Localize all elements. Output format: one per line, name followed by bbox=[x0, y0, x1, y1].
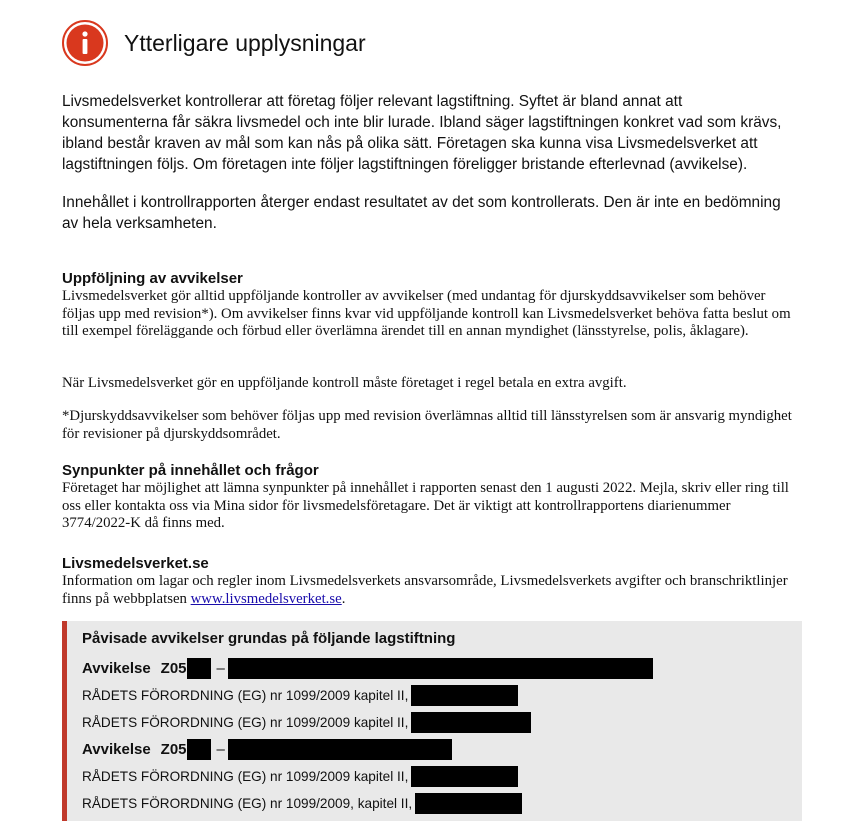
intro-paragraph-2: Innehållet i kontrollrapporten återger endast resultatet av det som kontrollerats. Den är inte en bedömning av hela verksamheten. bbox=[62, 194, 781, 232]
regulation-row bbox=[82, 712, 531, 733]
redaction bbox=[228, 739, 452, 760]
avvikelse-dash: – bbox=[216, 660, 225, 677]
redaction bbox=[411, 766, 518, 787]
regulation-text: RÅDETS FÖRORDNING (EG) nr 1099/2009 kapitel II, bbox=[82, 688, 409, 703]
avvikelse-label: Avvikelse bbox=[82, 660, 151, 677]
regulation-row bbox=[82, 685, 518, 706]
legislation-box bbox=[62, 621, 802, 821]
website-heading: Livsmedelsverket.se bbox=[62, 555, 209, 572]
intro-paragraph-1: Livsmedelsverket kontrollerar att företag följer relevant lagstiftning. Syftet är bland annat att konsumenterna får säkra livsmedel och inte blir lurade. Ibland säger lagstiftningen konkret vad som krävs, ibland består kraven av mål som kan nås på olika sätt. Företagen ska kunna visa Livsmedelsverket att lagstiftningen följs. Om företagen inte följer lagstiftningen föreligger bristande efterlevnad (avvikelse). bbox=[62, 93, 782, 173]
feedback-heading: Synpunkter på innehållet och frågor bbox=[62, 462, 319, 479]
legislation-title: Påvisade avvikelser grundas på följande lagstiftning bbox=[82, 630, 456, 647]
regulation-text: RÅDETS FÖRORDNING (EG) nr 1099/2009 kapitel II, bbox=[82, 715, 409, 730]
redaction bbox=[411, 685, 518, 706]
regulation-text: RÅDETS FÖRORDNING (EG) nr 1099/2009, kapitel II, bbox=[82, 796, 413, 811]
info-icon bbox=[62, 20, 108, 66]
avvikelse-row bbox=[82, 739, 452, 760]
avvikelse-label: Avvikelse bbox=[82, 741, 151, 758]
website-text-end: . bbox=[341, 590, 346, 607]
followup-paragraph-2: När Livsmedelsverket gör en uppföljande kontroll måste företaget i regel betala en extra avgift. bbox=[62, 375, 627, 391]
redaction bbox=[415, 793, 522, 814]
website-link[interactable]: www.livsmedelsverket.se bbox=[190, 590, 342, 607]
feedback-text: Företaget har möjlighet att lämna synpunkter på innehållet i rapporten senast den 1 augusti 2022. Mejla, skriv eller ring till oss eller kontakta oss via Mina sidor för livsmedelsföretagare. Det är viktigt att kontrollrapportens diarienummer 3774/2022-K då finns med. bbox=[62, 480, 789, 531]
avvikelse-code: Z05 bbox=[160, 741, 187, 758]
followup-paragraph-3: *Djurskyddsavvikelser som behöver följas upp med revision överlämnas alltid till länsstyrelsen som är ansvarig myndighet för revisioner på djurskyddsområdet. bbox=[62, 408, 792, 442]
website-section bbox=[62, 555, 802, 608]
redaction bbox=[411, 712, 531, 733]
website-text bbox=[62, 573, 802, 608]
page-title: Ytterligare upplysningar bbox=[124, 29, 366, 56]
website-text-body: Information om lagar och regler inom Livsmedelsverkets ansvarsområde, Livsmedelsverkets avgifter och branschriktlinjer finns på webbplatsen bbox=[62, 573, 788, 607]
avvikelse-row bbox=[82, 658, 653, 679]
followup-section bbox=[62, 270, 802, 341]
header bbox=[62, 20, 366, 66]
regulation-row bbox=[82, 766, 518, 787]
feedback-section bbox=[62, 462, 802, 533]
redaction bbox=[187, 658, 211, 679]
regulation-row bbox=[82, 793, 522, 814]
redaction bbox=[187, 739, 211, 760]
followup-heading: Uppföljning av avvikelser bbox=[62, 270, 243, 287]
avvikelse-dash: – bbox=[216, 741, 225, 758]
followup-paragraph-1: Livsmedelsverket gör alltid uppföljande kontroller av avvikelser (med undantag för djurskyddsavvikelser som behöver följas upp med revision*). Om avvikelser finns kvar vid uppföljande kontroll kan Livsmedelsverket behöva fatta beslut om till exempel föreläggande och förbud eller överlämna ärendet till en annan myndighet (länsstyrelse, polis, åklagare). bbox=[62, 288, 791, 339]
regulation-text: RÅDETS FÖRORDNING (EG) nr 1099/2009 kapitel II, bbox=[82, 769, 409, 784]
avvikelse-code: Z05 bbox=[160, 660, 187, 677]
redaction bbox=[228, 658, 653, 679]
